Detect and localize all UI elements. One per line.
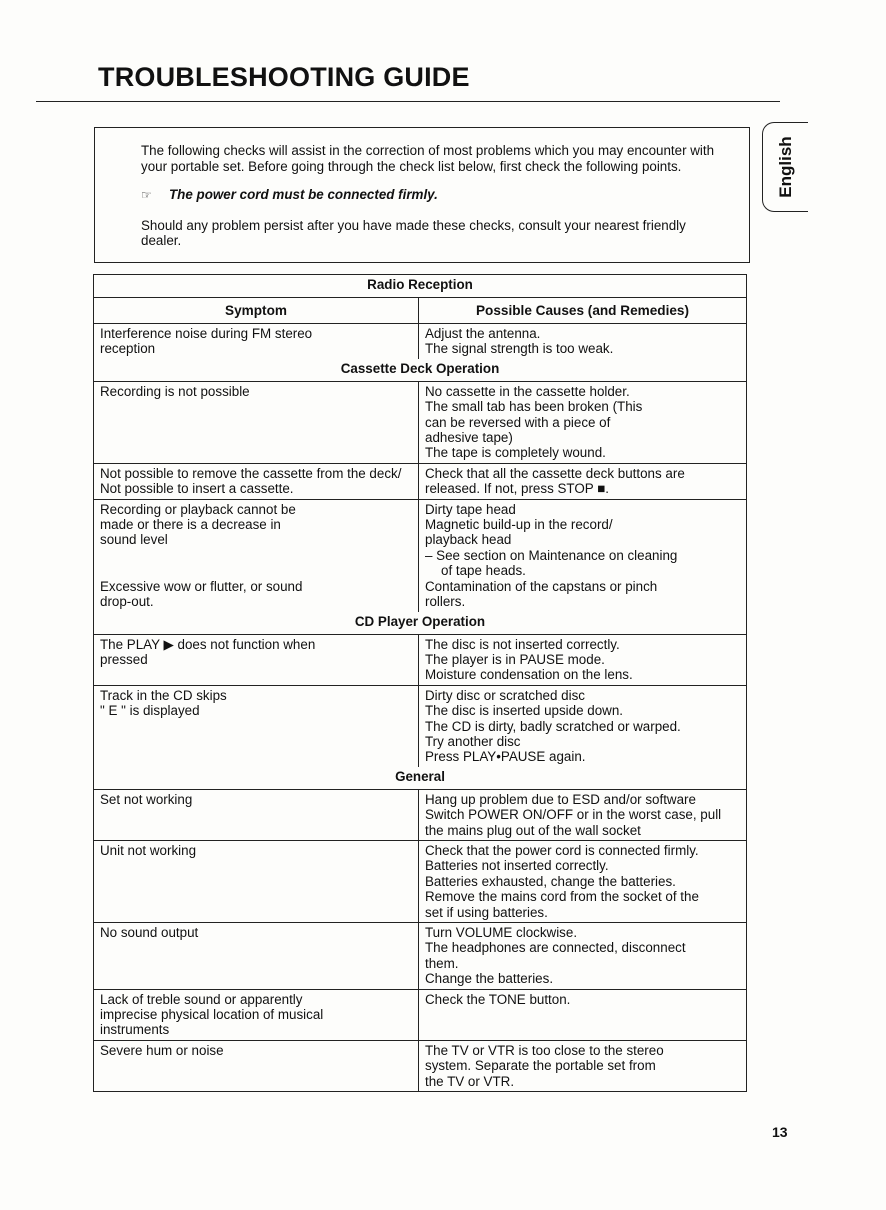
cell-line: The disc is not inserted correctly.	[425, 636, 620, 652]
cell-line: Press PLAY•PAUSE again.	[425, 749, 586, 765]
table-row	[94, 464, 746, 500]
cell-line	[100, 548, 412, 563]
cell-line: The tape is completely wound.	[425, 445, 606, 461]
section-cd	[94, 635, 746, 767]
cell-line: Set not working	[100, 791, 193, 807]
cell-line: The disc is inserted upside down.	[425, 703, 623, 719]
cell-line: made or there is a decrease in	[100, 517, 281, 533]
cell-line: Batteries exhausted, change the batteries.	[425, 873, 676, 889]
cell-line: – See section on Maintenance on cleaning	[425, 547, 678, 563]
intro-note	[141, 187, 723, 204]
causes-cell	[419, 324, 746, 359]
causes-cell	[419, 1041, 746, 1091]
cell-line: Remove the mains cord from the socket of the	[425, 889, 699, 905]
cell-line: Contamination of the capstans or pinch	[425, 578, 658, 594]
cell-line: Batteries not inserted correctly.	[425, 858, 609, 874]
section-header-general: General	[94, 767, 746, 790]
cell-line: set if using batteries.	[425, 904, 548, 920]
cell-line: The headphones are connected, disconnect	[425, 940, 686, 956]
table-row	[94, 923, 746, 990]
symptom-cell	[94, 990, 419, 1040]
cell-line: released. If not, press STOP ■.	[425, 481, 609, 497]
causes-cell	[419, 500, 746, 612]
section-general	[94, 790, 746, 1091]
cell-line: The small tab has been broken (This	[425, 399, 643, 415]
cell-line: No sound output	[100, 925, 199, 940]
cell-line: Check that all the cassette deck buttons are	[425, 465, 685, 481]
symptom-cell	[94, 790, 419, 840]
causes-cell	[419, 464, 746, 499]
language-tab-label: English	[775, 136, 795, 198]
cell-line: Track in the CD skips	[100, 687, 227, 703]
symptom-cell	[94, 841, 419, 922]
symptom-cell	[94, 1041, 419, 1091]
cell-line: Unit not working	[100, 842, 197, 858]
table-row	[94, 324, 746, 359]
cell-line: Check the TONE button.	[425, 991, 571, 1007]
column-header-symptom: Symptom	[94, 298, 419, 323]
title-underline	[36, 101, 780, 102]
cell-line: playback head	[425, 532, 512, 548]
cell-line: The PLAY ▶ does not function when	[100, 636, 316, 652]
cell-line	[100, 563, 412, 578]
cell-line: adhesive tape)	[425, 430, 513, 446]
table-row	[94, 841, 746, 923]
cell-line: Try another disc	[425, 733, 521, 749]
causes-cell	[419, 990, 746, 1040]
table-row	[94, 635, 746, 686]
cell-line: The player is in PAUSE mode.	[425, 651, 605, 667]
symptom-cell	[94, 324, 419, 359]
section-radio	[94, 324, 746, 359]
section-header-cassette: Cassette Deck Operation	[94, 359, 746, 382]
cell-line: Dirty disc or scratched disc	[425, 687, 585, 703]
troubleshooting-table	[93, 274, 747, 1092]
section-header-radio: Radio Reception	[94, 275, 746, 298]
cell-line: Check that the power cord is connected firmly.	[425, 842, 699, 858]
table-row	[94, 1041, 746, 1091]
cell-line: Change the batteries.	[425, 971, 554, 987]
cell-line: Turn VOLUME clockwise.	[425, 925, 578, 940]
cell-line: can be reversed with a piece of	[425, 414, 611, 430]
cell-line: " E " is displayed	[100, 703, 200, 719]
table-row	[94, 686, 746, 767]
hand-pointer-icon: ☞	[141, 188, 152, 202]
cell-line: Switch POWER ON/OFF or in the worst case, pull	[425, 807, 722, 823]
cell-line: No cassette in the cassette holder.	[425, 383, 630, 399]
cell-line: Recording is not possible	[100, 383, 250, 399]
language-tab	[762, 122, 808, 212]
cell-line: instruments	[100, 1022, 170, 1038]
causes-cell	[419, 841, 746, 922]
symptom-cell	[94, 635, 419, 685]
cell-line: Moisture condensation on the lens.	[425, 667, 633, 683]
column-headers	[94, 298, 746, 324]
table-row	[94, 500, 746, 612]
cell-line: Excessive wow or flutter, or sound	[100, 578, 303, 594]
cell-line: reception	[100, 341, 156, 357]
cell-line: Adjust the antenna.	[425, 326, 541, 341]
cell-line: the mains plug out of the wall socket	[425, 822, 641, 838]
cell-line: Not possible to remove the cassette from the deck/	[100, 465, 402, 481]
cell-line: the TV or VTR.	[425, 1073, 515, 1089]
cell-line: Severe hum or noise	[100, 1042, 224, 1058]
cell-line: system. Separate the portable set from	[425, 1058, 656, 1074]
causes-cell	[419, 635, 746, 685]
cell-line: Interference noise during FM stereo	[100, 326, 313, 341]
causes-cell	[419, 790, 746, 840]
cell-line: them.	[425, 955, 459, 971]
intro-box	[94, 127, 750, 263]
table-row	[94, 790, 746, 841]
cell-line: drop-out.	[100, 594, 154, 610]
cell-line: Magnetic build-up in the record/	[425, 517, 613, 533]
cell-line: Hang up problem due to ESD and/or software	[425, 791, 696, 807]
causes-cell	[419, 382, 746, 463]
page-title: TROUBLESHOOTING GUIDE	[98, 62, 470, 92]
symptom-cell	[94, 382, 419, 463]
cell-line: Not possible to insert a cassette.	[100, 481, 294, 497]
cell-line: rollers.	[425, 594, 466, 610]
table-row	[94, 382, 746, 464]
section-header-cd: CD Player Operation	[94, 612, 746, 635]
cell-line: Dirty tape head	[425, 501, 516, 517]
section-cassette	[94, 382, 746, 612]
symptom-cell	[94, 500, 419, 612]
page-number: 13	[772, 1124, 788, 1140]
cell-line: pressed	[100, 651, 148, 667]
cell-line: The CD is dirty, badly scratched or warped.	[425, 718, 681, 734]
causes-cell	[419, 923, 746, 989]
symptom-cell	[94, 464, 419, 499]
table-row	[94, 990, 746, 1041]
intro-note-text: The power cord must be connected firmly.	[169, 187, 438, 202]
causes-cell	[419, 686, 746, 767]
cell-line: The TV or VTR is too close to the stereo	[425, 1042, 664, 1058]
cell-line: Recording or playback cannot be	[100, 501, 296, 517]
column-header-causes: Possible Causes (and Remedies)	[475, 303, 690, 318]
intro-paragraph: The following checks will assist in the correction of most problems which you may encounter with your portable set. Before going through the check list below, first check the following points.	[141, 143, 715, 174]
cell-line: sound level	[100, 532, 168, 548]
cell-line: of tape heads.	[441, 563, 526, 579]
intro-paragraph-dealer: Should any problem persist after you have made these checks, consult your nearest friendly dealer.	[141, 217, 686, 248]
symptom-cell	[94, 686, 419, 767]
cell-line: Lack of treble sound or apparently	[100, 991, 303, 1007]
symptom-cell	[94, 923, 419, 989]
cell-line: The signal strength is too weak.	[425, 341, 614, 357]
cell-line: imprecise physical location of musical	[100, 1007, 324, 1023]
